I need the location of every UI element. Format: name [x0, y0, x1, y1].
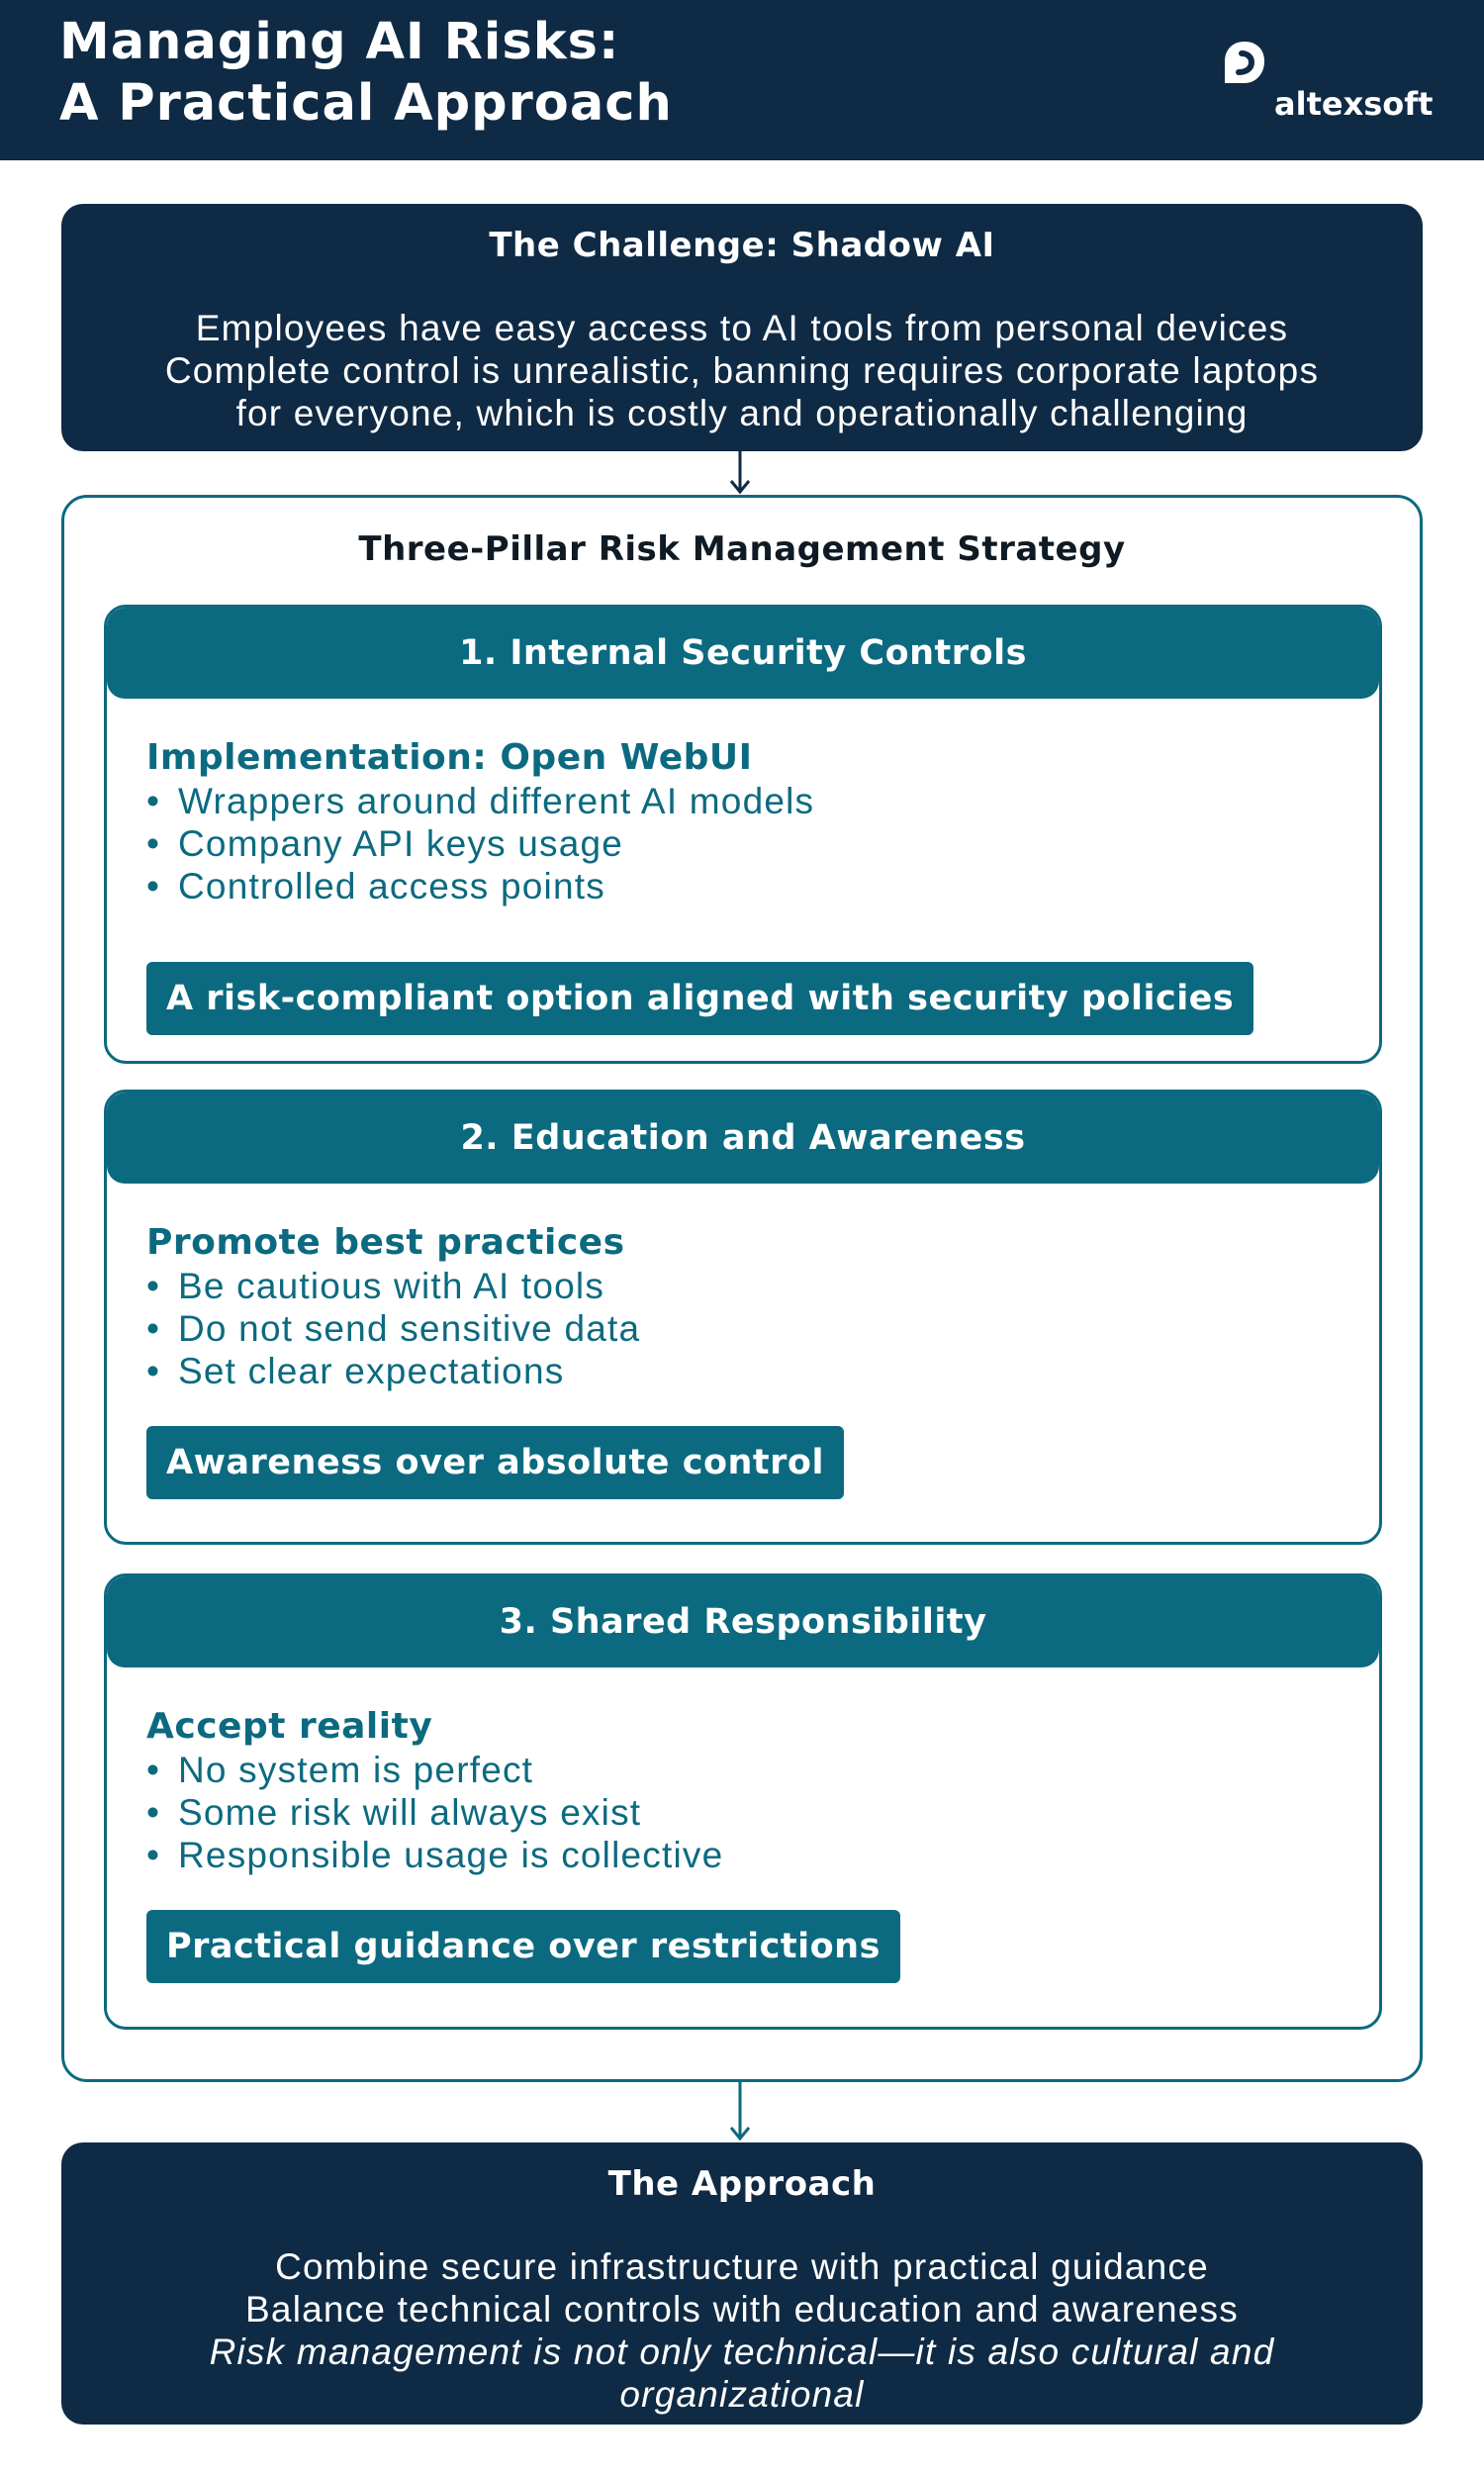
header-banner	[0, 0, 1484, 160]
altexsoft-logo	[1217, 36, 1435, 135]
approach-italic-line: Risk management is not only technical—it is also cultural and organizational	[209, 2331, 1275, 2415]
strategy-panel	[61, 495, 1423, 2082]
pillar-education-awareness	[104, 1090, 1382, 1545]
pillar-subheading: Implementation: Open WebUI	[146, 737, 753, 778]
bullet-list	[146, 1265, 1379, 1392]
pillar-takeaway-tag: A risk-compliant option aligned with security policies	[146, 962, 1253, 1035]
challenge-box	[61, 204, 1423, 451]
list-item: • Some risk will always exist	[146, 1792, 642, 1833]
arrow-down-icon	[728, 2082, 752, 2141]
challenge-title: The Challenge: Shadow AI	[489, 226, 995, 265]
list-item: • Controlled access points	[146, 866, 605, 906]
approach-line: Combine secure infrastructure with practical guidance	[275, 2246, 1209, 2287]
list-item: • Do not send sensitive data	[146, 1308, 641, 1349]
pillar-body	[107, 1667, 1379, 1983]
list-item: • Company API keys usage	[146, 823, 624, 864]
pillar-body	[107, 699, 1379, 1035]
arrow-down-icon	[728, 451, 752, 495]
list-item: • Wrappers around different AI models	[146, 781, 815, 821]
page-title: Managing AI Risks: A Practical Approach	[59, 13, 673, 133]
pillar-takeaway-tag: Practical guidance over restrictions	[146, 1910, 900, 1983]
approach-line: Balance technical controls with education and awareness	[245, 2289, 1239, 2330]
challenge-line: Employees have easy access to AI tools from personal devices	[195, 308, 1289, 348]
list-item: • No system is perfect	[146, 1750, 534, 1790]
pillar-body	[107, 1184, 1379, 1499]
altexsoft-logo-icon	[1217, 36, 1272, 91]
pillar-title: 2. Education and Awareness	[107, 1093, 1379, 1184]
list-item: • Set clear expectations	[146, 1351, 565, 1391]
approach-text	[61, 2245, 1423, 2416]
pillar-title: 1. Internal Security Controls	[107, 608, 1379, 699]
pillar-title: 3. Shared Responsibility	[107, 1576, 1379, 1667]
strategy-title: Three-Pillar Risk Management Strategy	[358, 529, 1126, 569]
approach-box	[61, 2142, 1423, 2425]
bullet-list	[146, 780, 1379, 907]
challenge-line: for everyone, which is costly and operationally challenging	[235, 393, 1249, 433]
challenge-line: Complete control is unrealistic, banning requires corporate laptops	[164, 350, 1320, 391]
pillar-takeaway-tag: Awareness over absolute control	[146, 1426, 844, 1499]
pillar-subheading: Accept reality	[146, 1706, 433, 1747]
list-item: • Responsible usage is collective	[146, 1835, 724, 1875]
logo-wordmark: altexsoft	[1274, 85, 1434, 123]
list-item: • Be cautious with AI tools	[146, 1266, 605, 1306]
bullet-list	[146, 1749, 1379, 1876]
challenge-text	[61, 307, 1423, 434]
pillar-shared-responsibility	[104, 1573, 1382, 2030]
pillar-internal-security	[104, 605, 1382, 1064]
approach-title: The Approach	[607, 2164, 877, 2204]
pillar-subheading: Promote best practices	[146, 1222, 625, 1263]
